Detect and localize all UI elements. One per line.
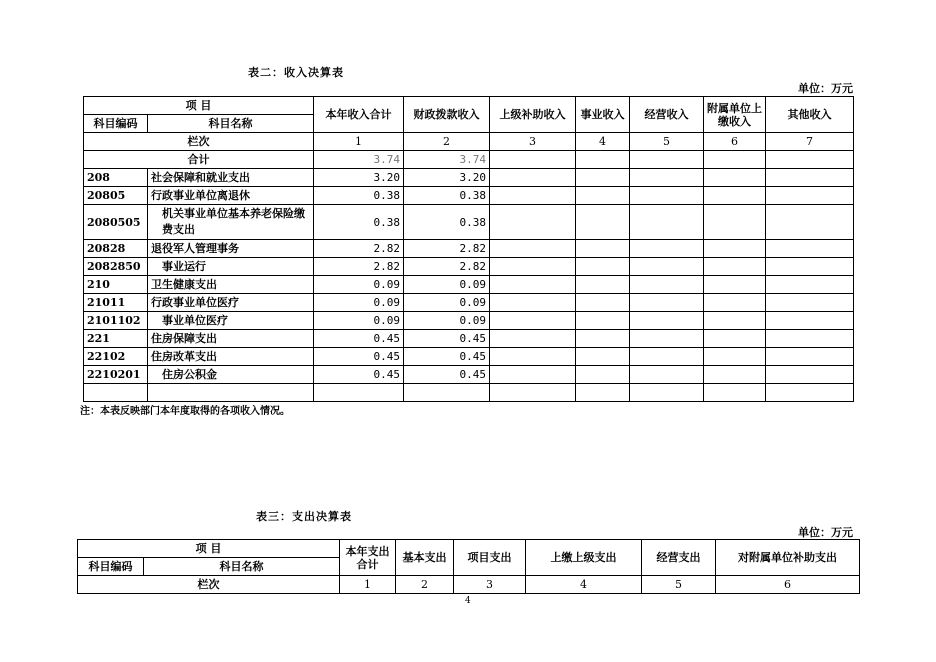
row-value: 0.45 bbox=[314, 348, 404, 366]
header-name: 科目名称 bbox=[148, 115, 314, 133]
header-col-4: 上缴上级支出 bbox=[526, 540, 642, 576]
row-value: 3.20 bbox=[404, 169, 490, 187]
table2-title: 表二：收入决算表 bbox=[248, 66, 344, 79]
row-value: 3.20 bbox=[314, 169, 404, 187]
row-code: 210 bbox=[84, 276, 148, 294]
table-row bbox=[84, 276, 854, 294]
table-row bbox=[84, 169, 854, 187]
col-index: 3 bbox=[454, 576, 526, 594]
header-col-2: 财政拨款收入 bbox=[404, 97, 490, 133]
row-value: 2.82 bbox=[404, 258, 490, 276]
table3-title: 表三：支出决算表 bbox=[256, 510, 352, 523]
header-col-2: 基本支出 bbox=[396, 540, 454, 576]
col-index: 5 bbox=[630, 133, 704, 151]
expenditure-table bbox=[77, 539, 860, 594]
row-value: 0.45 bbox=[404, 366, 490, 384]
col-index: 3 bbox=[490, 133, 576, 151]
row-code: 20828 bbox=[84, 240, 148, 258]
page-number: 4 bbox=[465, 596, 471, 606]
row-value: 0.45 bbox=[404, 330, 490, 348]
header-name: 科目名称 bbox=[144, 558, 340, 576]
col-index-label: 栏次 bbox=[78, 576, 340, 594]
table-row bbox=[84, 366, 854, 384]
header-col-1: 本年支出合计 bbox=[340, 540, 396, 576]
row-value: 0.09 bbox=[404, 312, 490, 330]
row-code: 2082850 bbox=[84, 258, 148, 276]
row-code: 208 bbox=[84, 169, 148, 187]
row-value: 0.09 bbox=[314, 312, 404, 330]
row-value: 0.38 bbox=[404, 187, 490, 205]
row-code: 20805 bbox=[84, 187, 148, 205]
row-code: 21011 bbox=[84, 294, 148, 312]
table-row-empty bbox=[84, 384, 854, 402]
row-value: 0.45 bbox=[314, 330, 404, 348]
col-index: 5 bbox=[642, 576, 716, 594]
row-name: 住房公积金 bbox=[148, 366, 314, 384]
row-name: 事业单位医疗 bbox=[148, 312, 314, 330]
header-col-4: 事业收入 bbox=[576, 97, 630, 133]
row-name: 行政事业单位医疗 bbox=[148, 294, 314, 312]
total-value: 3.74 bbox=[314, 151, 404, 169]
col-index: 1 bbox=[314, 133, 404, 151]
table-row bbox=[84, 240, 854, 258]
header-col-3: 项目支出 bbox=[454, 540, 526, 576]
header-item: 项 目 bbox=[84, 97, 314, 115]
row-value: 0.38 bbox=[314, 205, 404, 240]
row-code: 2101102 bbox=[84, 312, 148, 330]
row-value: 2.82 bbox=[314, 258, 404, 276]
row-value: 0.09 bbox=[314, 294, 404, 312]
col-index: 6 bbox=[716, 576, 860, 594]
row-value: 0.38 bbox=[314, 187, 404, 205]
row-value: 0.09 bbox=[404, 294, 490, 312]
row-code: 2080505 bbox=[84, 205, 148, 240]
row-name: 行政事业单位离退休 bbox=[148, 187, 314, 205]
table-row bbox=[84, 205, 854, 240]
header-item: 项 目 bbox=[78, 540, 340, 558]
table-row bbox=[84, 312, 854, 330]
header-col-5: 经营支出 bbox=[642, 540, 716, 576]
col-index-label: 栏次 bbox=[84, 133, 314, 151]
row-name: 卫生健康支出 bbox=[148, 276, 314, 294]
table3-unit: 单位：万元 bbox=[798, 526, 853, 539]
row-name: 社会保障和就业支出 bbox=[148, 169, 314, 187]
header-col-3: 上级补助收入 bbox=[490, 97, 576, 133]
row-name: 事业运行 bbox=[148, 258, 314, 276]
header-col-1: 本年收入合计 bbox=[314, 97, 404, 133]
total-value: 3.74 bbox=[404, 151, 490, 169]
col-index: 4 bbox=[526, 576, 642, 594]
header-col-6: 对附属单位补助支出 bbox=[716, 540, 860, 576]
row-value: 0.09 bbox=[404, 276, 490, 294]
row-value: 2.82 bbox=[404, 240, 490, 258]
col-index: 2 bbox=[396, 576, 454, 594]
row-code: 221 bbox=[84, 330, 148, 348]
col-index: 6 bbox=[704, 133, 766, 151]
row-code: 2210201 bbox=[84, 366, 148, 384]
table-row bbox=[84, 258, 854, 276]
header-col-5: 经营收入 bbox=[630, 97, 704, 133]
row-value: 0.38 bbox=[404, 205, 490, 240]
row-value: 0.45 bbox=[314, 366, 404, 384]
row-value: 2.82 bbox=[314, 240, 404, 258]
row-value: 0.45 bbox=[404, 348, 490, 366]
table2-unit: 单位：万元 bbox=[798, 82, 853, 95]
row-code: 22102 bbox=[84, 348, 148, 366]
row-name: 住房保障支出 bbox=[148, 330, 314, 348]
header-col-6: 附属单位上缴收入 bbox=[704, 97, 766, 133]
table-row bbox=[84, 348, 854, 366]
table-row bbox=[84, 187, 854, 205]
table2-note: 注：本表反映部门本年度取得的各项收入情况。 bbox=[80, 406, 290, 417]
col-index: 7 bbox=[766, 133, 854, 151]
table-row bbox=[84, 294, 854, 312]
row-name: 机关事业单位基本养老保险缴费支出 bbox=[148, 205, 314, 240]
header-code: 科目编码 bbox=[78, 558, 144, 576]
col-index: 2 bbox=[404, 133, 490, 151]
header-col-7: 其他收入 bbox=[766, 97, 854, 133]
col-index: 1 bbox=[340, 576, 396, 594]
header-code: 科目编码 bbox=[84, 115, 148, 133]
total-label: 合计 bbox=[84, 151, 314, 169]
row-name: 住房改革支出 bbox=[148, 348, 314, 366]
col-index: 4 bbox=[576, 133, 630, 151]
row-name: 退役军人管理事务 bbox=[148, 240, 314, 258]
income-table bbox=[83, 96, 854, 402]
row-value: 0.09 bbox=[314, 276, 404, 294]
table-row bbox=[84, 330, 854, 348]
